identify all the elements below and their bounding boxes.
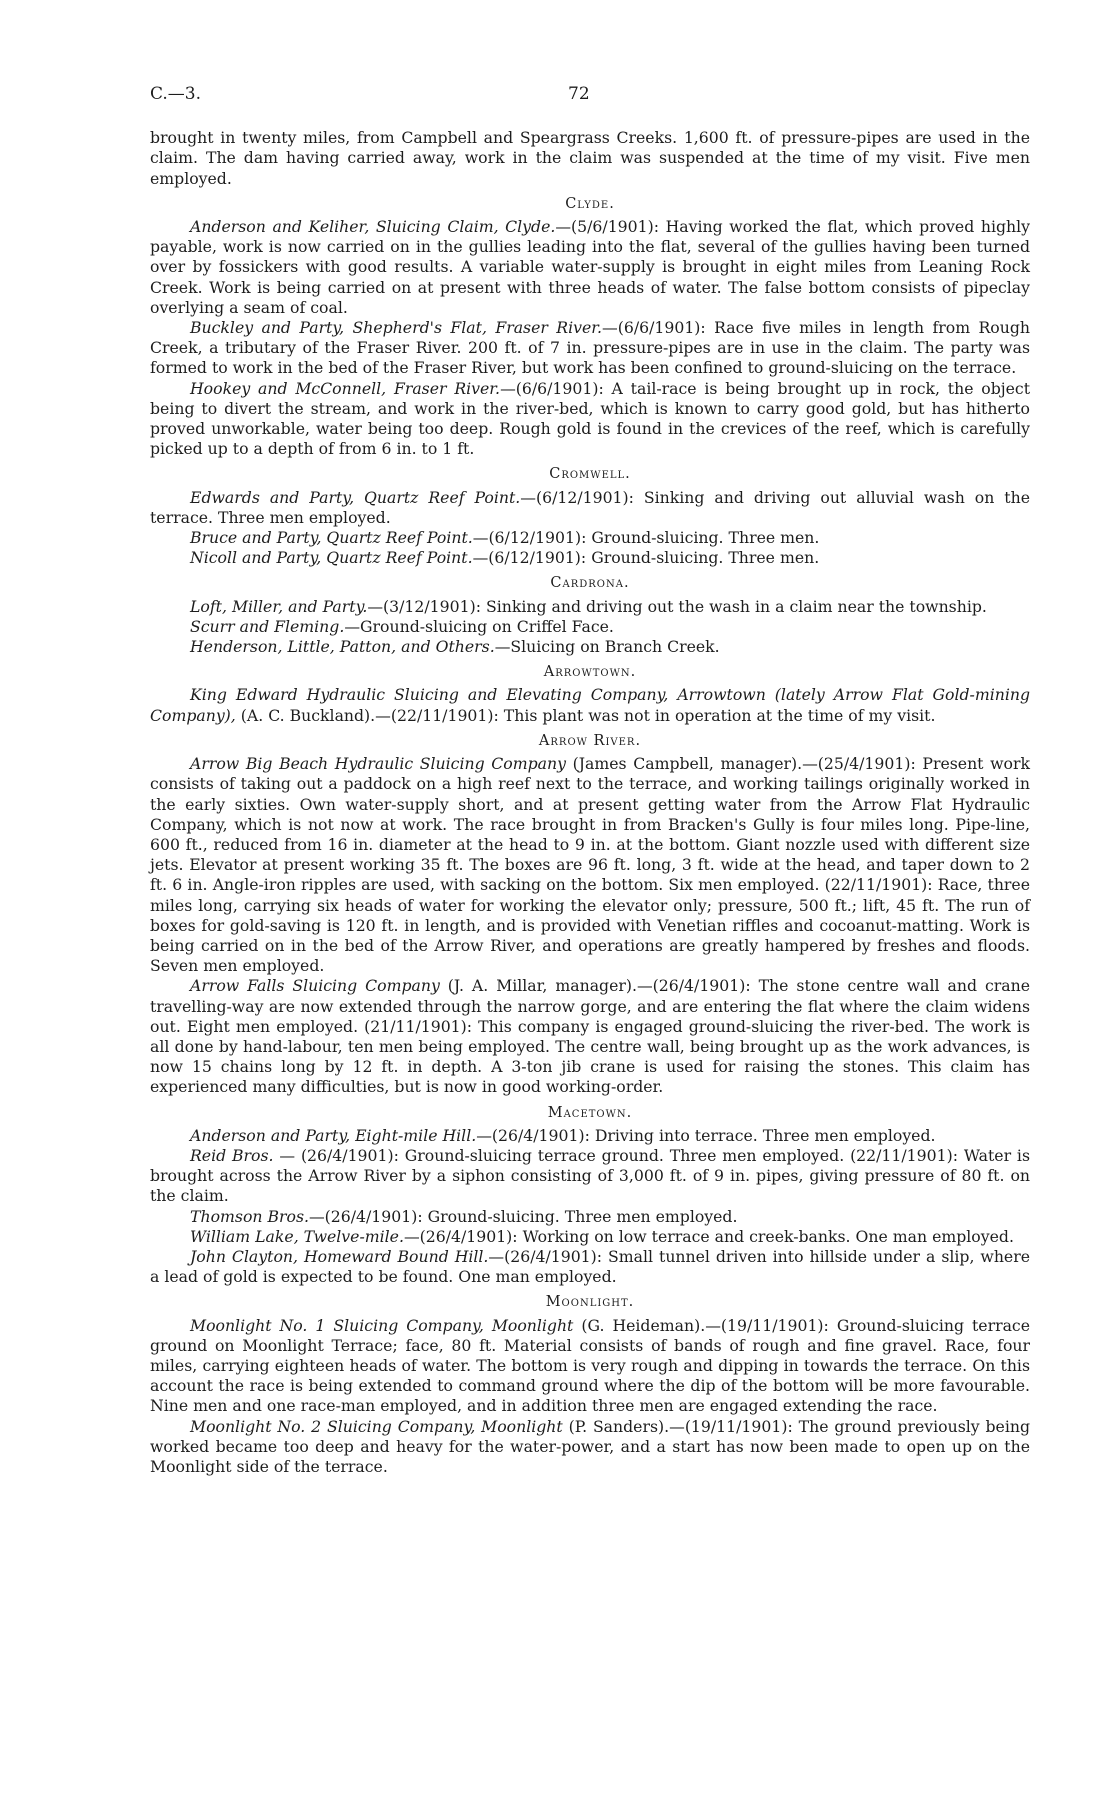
claim-text: (J. A. Millar, manager).—(26/4/1901): The stone centre wall and crane travelling-way are now extended through the narrow gorge, and are entering the flat where the claim widens out. Eight men employed. (21/11/1901): This company is engaged ground-sluicing the river-bed. The work is all done by hand-labour, ten men being employed. The centre wall, being brought up as the work advances, is now 15 chains long by 12 ft. in depth. A 3-ton jib crane is used for raising the stones. This claim has experienced many difficulties, but is now in good working-order. — [150, 976, 1030, 1097]
claim-entry — [150, 976, 1030, 1097]
claim-entry — [150, 637, 1030, 657]
claim-text: (James Campbell, manager).—(25/4/1901): Present work consists of taking out a paddock on a high reef next to the terrace, and working tailings originally worked in the early sixties. Own water-supply short, and at present getting water from the Arrow Flat Hydraulic Company, which is not now at work. The race brought in from Bracken's Gully is four miles long. Pipe-line, 600 ft., reduced from 16 in. diameter at the head to 9 in. at the bottom. Giant nozzle used with different size jets. Elevator at present working 35 ft. The boxes are 96 ft. long, 3 ft. wide at the head, and taper down to 2 ft. 6 in. Angle-iron ripples are used, with sacking on the bottom. Six men employed. (22/11/1901): Race, three miles long, carrying six heads of water for working the elevator only; pressure, 500 ft.; lift, 45 ft. The run of boxes for gold-saving is 120 ft. in length, and is provided with Venetian riffles and cocoanut-matting. Work is being carried on in the bed of the Arrow River, and operations are greatly hampered by freshes and floods. Seven men employed. — [150, 754, 1030, 976]
claim-entry — [150, 1146, 1030, 1207]
section-heading: Moonlight. — [545, 1294, 635, 1311]
claim-name: Buckley and Party, Shepherd's Flat, Fraser River. — [190, 318, 603, 338]
continued-paragraph: brought in twenty miles, from Campbell and Speargrass Creeks. 1,600 ft. of pressure-pipes are used in the claim. The dam having carried away, work in the claim was suspended at the time of my visit. Five men employed. — [150, 128, 1030, 188]
claim-entry — [150, 1417, 1030, 1478]
claim-name: John Clayton, Homeward Bound Hill. — [190, 1246, 489, 1266]
page-number: 72 — [568, 84, 590, 104]
claim-entry — [150, 548, 1030, 568]
section-heading: Macetown. — [547, 1104, 633, 1121]
claim-entry — [150, 488, 1030, 528]
claim-entry — [150, 318, 1030, 379]
claim-name: Loft, Miller, and Party. — [190, 596, 368, 616]
claim-name: Anderson and Party, Eight-mile Hill. — [190, 1125, 477, 1145]
report-sections — [150, 194, 1030, 1477]
claim-text: —(26/4/1901): Driving into terrace. Three men employed. — [476, 1125, 936, 1145]
claim-entry — [150, 528, 1030, 548]
claim-text: —(6/12/1901): Sinking and driving out alluvial wash on the terrace. Three men employed. — [150, 487, 1030, 527]
claim-text: —(26/4/1901): Working on low terrace and creek-banks. One man employed. — [403, 1226, 1014, 1246]
claim-text: —(26/4/1901): Small tunnel driven into hillside under a slip, where a lead of gold is expected to be found. One man employed. — [150, 1246, 1030, 1287]
claim-entry — [150, 1316, 1030, 1417]
claim-text: (A. C. Buckland).—(22/11/1901): This plant was not in operation at the time of my visit. — [235, 705, 936, 725]
claim-text: (P. Sanders).—(19/11/1901): The ground previously being worked became too deep and heavy for the water-power, and a start has now been made to open up on the Moonlight side of the terrace. — [150, 1416, 1030, 1476]
claim-name: Thomson Bros. — [190, 1206, 309, 1226]
claim-name: Nicoll and Party, Quartz Reef Point. — [190, 548, 473, 568]
page-header — [150, 84, 1030, 104]
claim-text: —(6/6/1901): Race five miles in length from Rough Creek, a tributary of the Fraser River. 200 ft. of 7 in. pressure-pipes are in use in the claim. The party was formed to work in the bed of the Fraser River, but work has been confined to ground-sluicing on the terrace. — [150, 318, 1030, 378]
claim-text: —(6/12/1901): Ground-sluicing. Three men. — [472, 548, 820, 568]
claim-entry — [150, 754, 1030, 976]
claim-entry — [150, 379, 1030, 460]
section-heading: Arrow River. — [538, 732, 642, 749]
claim-entry — [150, 217, 1030, 318]
claim-name: Arrow Falls Sluicing Company — [190, 976, 440, 996]
claim-name: Moonlight No. 1 Sluicing Company, Moonlight — [190, 1315, 574, 1335]
section-heading: Arrowtown. — [543, 664, 637, 681]
claim-name: Anderson and Keliher, Sluicing Claim, Clyde. — [190, 217, 556, 237]
claim-text: —Sluicing on Branch Creek. — [494, 637, 720, 657]
section-heading: Cardrona. — [550, 575, 630, 592]
section-heading: Clyde. — [565, 195, 615, 212]
claim-name: Henderson, Little, Patton, and Others. — [190, 637, 495, 657]
claim-name: Edwards and Party, Quartz Reef Point. — [190, 487, 521, 507]
claim-entry — [150, 617, 1030, 637]
claim-name: Scurr and Fleming. — [190, 616, 345, 636]
claim-name: Hookey and McConnell, Fraser River. — [190, 378, 501, 398]
claim-entry — [150, 1126, 1030, 1146]
claim-text: —(5/6/1901): Having worked the flat, which proved highly payable, work is now carried on in the gullies leading into the flat, several of the gullies having been turned over by fossickers with good results. A variable water-supply is brought in eight miles from Leaning Rock Creek. Work is being carried on at present with three heads of water. The false bottom consists of pipeclay overlying a seam of coal. — [150, 217, 1030, 317]
claim-entry — [150, 597, 1030, 617]
claim-name: Bruce and Party, Quartz Reef Point. — [190, 528, 473, 548]
claim-name: King Edward Hydraulic Sluicing and Elevating Company, Arrowtown (lately Arrow Flat Gold-mining Company), — [150, 685, 1030, 725]
claim-name: Moonlight No. 2 Sluicing Company, Moonlight — [190, 1416, 563, 1436]
claim-text: — (26/4/1901): Ground-sluicing terrace ground. Three men employed. (22/11/1901): Water is brought across the Arrow River by a siphon consisting of 3,000 ft. of 9 in. pipes, giving pressure of 80 ft. on the claim. — [150, 1145, 1030, 1206]
claim-text: —(26/4/1901): Ground-sluicing. Three men employed. — [308, 1206, 738, 1226]
claim-text: (G. Heideman).—(19/11/1901): Ground-sluicing terrace ground on Moonlight Terrace; face, 80 ft. Material consists of bands of rough and fine gravel. Race, four miles, carrying eighteen heads of water. The bottom is very rough and dipping in towards the terrace. On this account the race is being extended to command ground where the dip of the bottom will be more favourable. Nine men and one race-man employed, and in addition three men are engaged extending the race. — [150, 1315, 1031, 1416]
claim-text: —(3/12/1901): Sinking and driving out the wash in a claim near the township. — [367, 596, 987, 616]
claim-name: William Lake, Twelve-mile. — [190, 1226, 404, 1246]
claim-text: —(6/12/1901): Ground-sluicing. Three men. — [472, 528, 820, 548]
claim-name: Arrow Big Beach Hydraulic Sluicing Company — [190, 754, 566, 774]
document-reference: C.—3. — [150, 84, 202, 104]
claim-entry — [150, 685, 1030, 725]
claim-entry — [150, 1207, 1030, 1227]
claim-text: —(6/6/1901): A tail-race is being brought up in rock, the object being to divert the stream, and work in the river-bed, which is known to carry good gold, but has hitherto proved unworkable, water being too deep. Rough gold is found in the crevices of the reef, which is carefully picked up to a depth of from 6 in. to 1 ft. — [150, 378, 1031, 459]
claim-entry — [150, 1247, 1030, 1287]
claim-name: Reid Bros. — [190, 1145, 274, 1165]
section-heading: Cromwell. — [549, 466, 631, 483]
document-page — [150, 84, 1030, 1477]
claim-entry — [150, 1227, 1030, 1247]
claim-text: —Ground-sluicing on Criffel Face. — [344, 616, 614, 636]
